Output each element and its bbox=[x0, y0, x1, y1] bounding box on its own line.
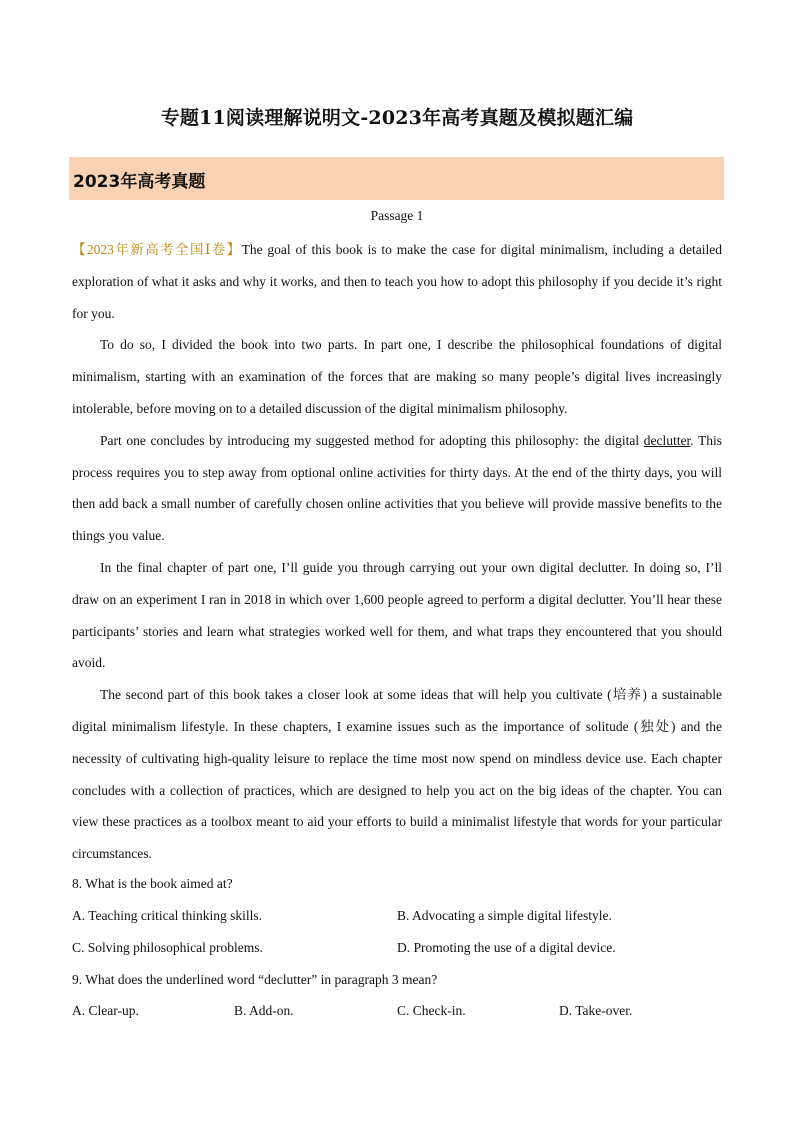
underlined-word: declutter bbox=[643, 432, 691, 448]
question-9-option-b: B. Add-on. bbox=[234, 1003, 294, 1018]
source-tag: 【2023年新高考全国Ⅰ卷】 bbox=[72, 242, 242, 257]
question-8-option-c: C. Solving philosophical problems. bbox=[72, 940, 263, 955]
question-8-option-a: A. Teaching critical thinking skills. bbox=[72, 908, 263, 923]
paragraph-1 bbox=[72, 234, 722, 329]
passage-label: Passage 1 bbox=[370, 208, 424, 223]
passage-body bbox=[72, 234, 722, 870]
question-8-stem: 8. What is the book aimed at? bbox=[72, 876, 233, 891]
paragraph-3 bbox=[72, 425, 722, 552]
paragraph-4: In the final chapter of part one, I’ll guide you through carrying out your own digital declutter. In doing so, I’ll draw on an experiment I ran in 2018 in which over 1,600 people agreed to perform a digital declutter. You’ll hear these participants’ stories and learn what strategies worked well for them, and what traps they encountered that you should avoid. bbox=[72, 559, 722, 671]
paragraph-5: The second part of this book takes a closer look at some ideas that will help you cultivate (培养) a sustainable digital minimalism lifestyle. In these chapters, I examine issues such as the importance of solitude (独处) and the necessity of cultivating high-quality leisure to replace the time most now spend on mindless device use. Each chapter concludes with a collection of practices, which are designed to help you act on the big ideas of the chapter. You can view these practices as a toolbox meant to aid your efforts to build a minimalist lifestyle that words for your particular circumstances. bbox=[72, 687, 722, 862]
question-8-option-b: B. Advocating a simple digital lifestyle. bbox=[397, 908, 612, 923]
paragraph-3-after: . This process requires you to step away from optional online activities for thirty days. At the end of the thirty days, you will then add back a small number of carefully chosen online activities that you believe will provide massive benefits to the things you value. bbox=[72, 432, 722, 544]
question-9-option-c: C. Check-in. bbox=[397, 1003, 466, 1018]
question-9-option-a: A. Clear-up. bbox=[72, 1003, 139, 1018]
paragraph-1-text: The goal of this book is to make the case for digital minimalism, including a detailed exploration of what it asks and why it works, and then to teach you how to adopt this philosophy if you decide it’s right for you. bbox=[72, 242, 722, 321]
paragraph-3-before: Part one concludes by introducing my suggested method for adopting this philosophy: the digital bbox=[100, 432, 644, 448]
question-9-stem: 9. What does the underlined word “declutter” in paragraph 3 mean? bbox=[72, 972, 438, 987]
paragraph-2: To do so, I divided the book into two parts. In part one, I describe the philosophical foundations of digital minimalism, starting with an examination of the forces that are making so many people’s digital lives increasingly intolerable, before moving on to a detailed discussion of the digital minimalism philosophy. bbox=[72, 337, 722, 416]
section-band bbox=[69, 157, 724, 200]
section-heading: 2023年高考真题 bbox=[73, 172, 206, 192]
question-9-option-d: D. Take-over. bbox=[559, 1003, 633, 1018]
question-8-option-d: D. Promoting the use of a digital device. bbox=[397, 940, 616, 955]
document-title: 专题11阅读理解说明文-2023年高考真题及模拟题汇编 bbox=[160, 107, 634, 129]
